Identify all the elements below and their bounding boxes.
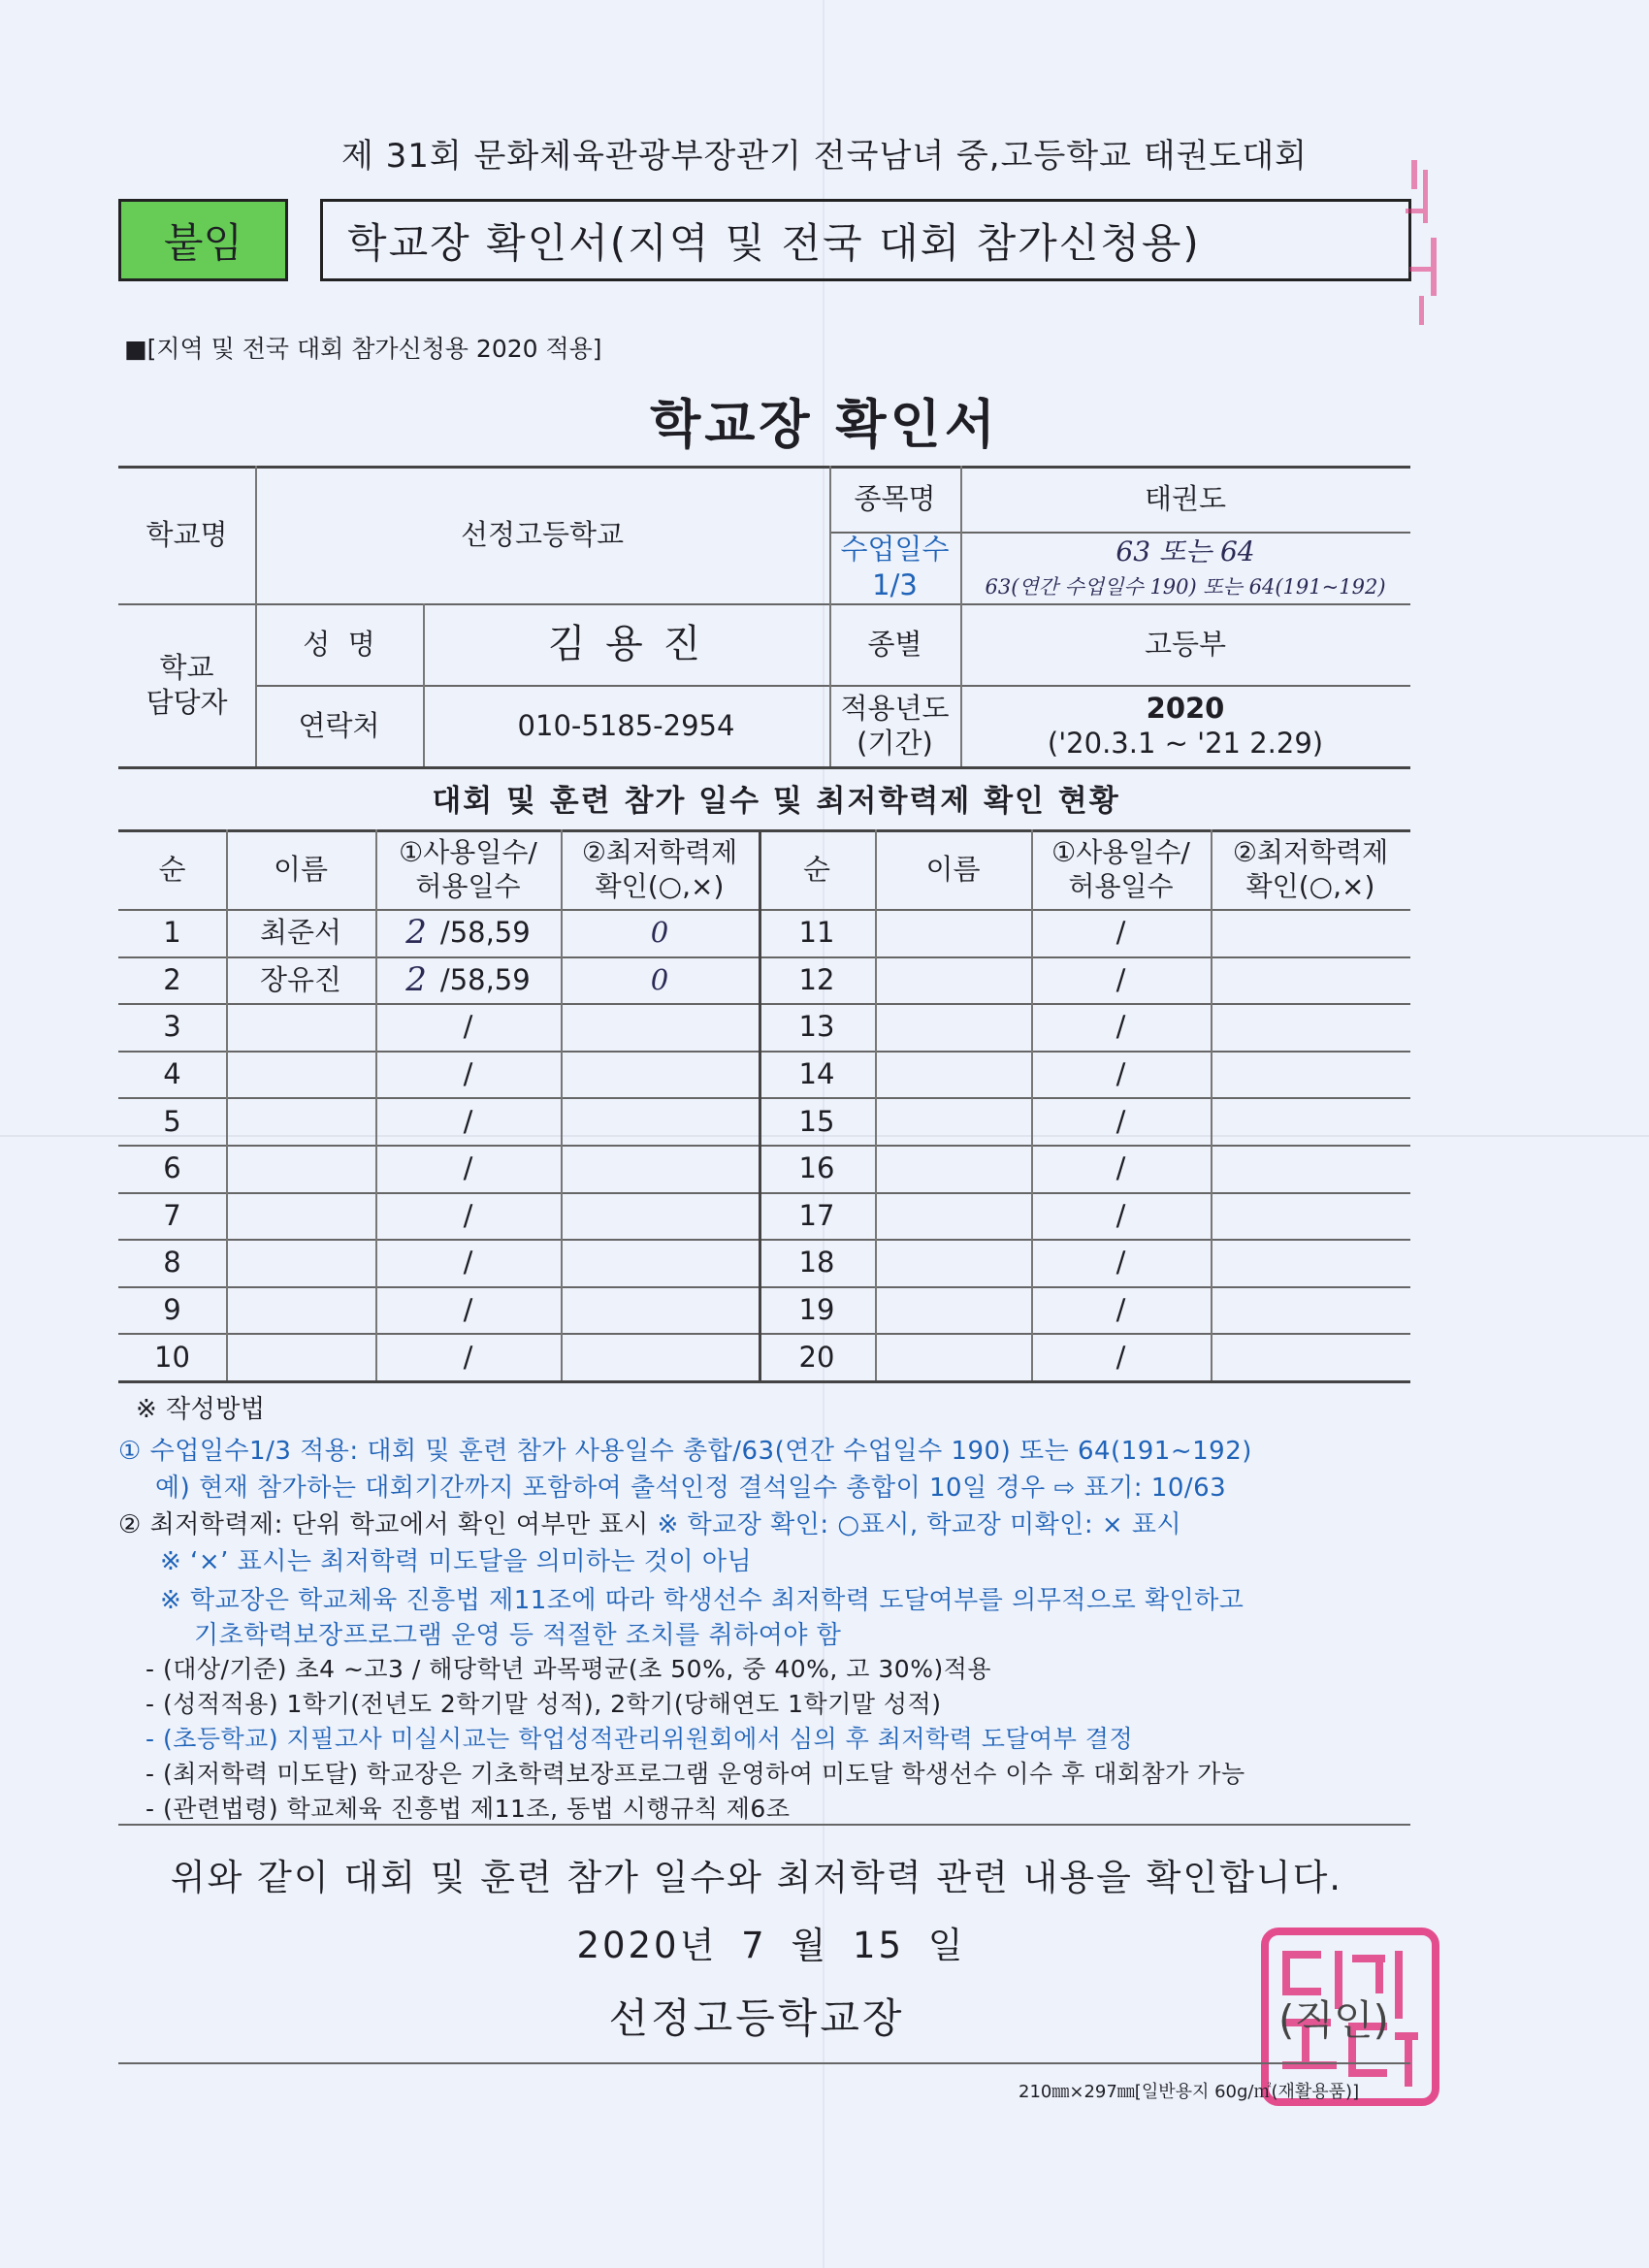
period-label: 적용년도 (기간): [840, 691, 950, 760]
row-days-allowed: /: [1116, 1056, 1126, 1090]
row-name: [226, 1333, 375, 1380]
phone-label: 연락처: [298, 708, 380, 742]
row-days-allowed: /: [1116, 1151, 1126, 1185]
row-days-allowed: /: [463, 1198, 473, 1232]
row-name: [226, 1051, 375, 1098]
row-days-allowed: /: [1116, 1010, 1126, 1044]
row-days: [375, 1097, 561, 1145]
row-check: [1211, 956, 1410, 1004]
row-name: [875, 1145, 1031, 1192]
row-seq: 4: [163, 1056, 181, 1090]
row-seq: 18: [798, 1246, 835, 1280]
detail-4: - (최저학력 미도달) 학교장은 기초학력보장프로그램 운영하여 미도달 학생선수 이수 후 대회참가 가능: [146, 1760, 1245, 1788]
row-seq: 17: [798, 1198, 835, 1232]
header-seq-left: 순: [158, 852, 186, 886]
issue-date: 2020년 7 월 15 일: [576, 1925, 966, 1966]
row-days-allowed: /: [463, 1292, 473, 1326]
row-name: [875, 1239, 1031, 1286]
row-seq: 20: [798, 1340, 835, 1374]
row-check: [561, 1286, 759, 1334]
row-seq: 1: [163, 916, 181, 950]
row-days-allowed: /: [463, 1104, 473, 1138]
class-days-value: 63 또는 64: [1116, 535, 1255, 567]
row-seq: 8: [163, 1246, 181, 1280]
row-days-allowed: /: [1116, 1246, 1126, 1280]
school-name-value: 선정고등학교: [460, 517, 625, 551]
row-name: 장유진: [259, 962, 342, 996]
row-seq: 7: [163, 1198, 181, 1232]
document-title: 학교장 확인서: [650, 394, 999, 455]
attachment-badge: 붙임: [118, 199, 288, 281]
row-seq: 14: [798, 1056, 835, 1090]
name-label: 성 명: [303, 627, 375, 661]
row-check: 0: [650, 962, 669, 996]
row-name: [875, 1286, 1031, 1334]
row-days-used: 2: [405, 959, 427, 999]
row-name: [875, 1051, 1031, 1098]
header-days-left: ①사용일수/ 허용일수: [399, 836, 537, 902]
period-value: 2020 ('20.3.1 ~ '21 2.29): [1047, 691, 1324, 760]
row-check: [1211, 1192, 1410, 1240]
phone-value: 010-5185-2954: [517, 708, 735, 742]
row-check: [1211, 909, 1410, 956]
row-days-allowed: /: [1116, 916, 1126, 950]
row-seq: 11: [798, 916, 835, 950]
row-seq: 10: [154, 1340, 190, 1374]
apply-note: ■[지역 및 전국 대회 참가신청용 2020 적용]: [124, 335, 602, 363]
note-4-cont: 기초학력보장프로그램 운영 등 적절한 조치를 취하여야 함: [194, 1621, 842, 1650]
row-name: [226, 1097, 375, 1145]
row-name: [875, 1192, 1031, 1240]
row-days: [375, 1192, 561, 1240]
header-check-right: ②최저학력제 확인(○,×): [1232, 836, 1389, 902]
row-check: [561, 1145, 759, 1192]
row-seq: 12: [798, 962, 835, 996]
row-check: [1211, 1333, 1410, 1380]
detail-1: - (대상/기준) 초4 ~고3 / 해당학년 과목평균(초 50%, 중 40%, 고 30%)적용: [146, 1655, 991, 1683]
row-check: [561, 1051, 759, 1098]
row-days-allowed: /: [463, 1340, 473, 1374]
row-name: [875, 1097, 1031, 1145]
class-days-detail: 63(연간 수업일수 190) 또는 64(191~192): [985, 574, 1386, 599]
row-days-allowed: /: [1116, 962, 1126, 996]
row-check: [561, 1192, 759, 1240]
note-1-example: 예) 현재 참가하는 대회기간까지 포함하여 출석인정 결석일수 총합이 10일 경우 ⇨ 표기: 10/63: [155, 1474, 1227, 1503]
row-days-allowed: /58,59: [439, 916, 531, 950]
row-name: [875, 1333, 1031, 1380]
row-seq: 19: [798, 1292, 835, 1326]
category-value: 고등부: [1144, 627, 1227, 661]
row-days-allowed: /: [463, 1056, 473, 1090]
form-header-title: 학교장 확인서(지역 및 전국 대회 참가신청용): [347, 218, 1201, 267]
row-days-allowed: /: [1116, 1198, 1126, 1232]
row-name: [226, 1192, 375, 1240]
category-label: 종별: [867, 627, 922, 661]
event-value: 태권도: [1144, 481, 1227, 515]
class-days-label: 수업일수: [840, 533, 950, 567]
detail-3: - (초등학교) 지필고사 미실시교는 학업성적관리위원회에서 심의 후 최저학력 도달여부 결정: [146, 1725, 1134, 1753]
row-seq: 2: [163, 962, 181, 996]
school-name-label: 학교명: [146, 517, 228, 551]
row-days: [375, 1145, 561, 1192]
row-check: [1211, 1239, 1410, 1286]
row-days-allowed: /58,59: [439, 962, 531, 996]
row-days: [375, 1051, 561, 1098]
row-days-used: 2: [405, 913, 427, 953]
row-check: [1211, 1003, 1410, 1051]
row-seq: 9: [163, 1292, 181, 1326]
row-name: [875, 1003, 1031, 1051]
row-name: 최준서: [259, 916, 342, 950]
name-value: 김 용 진: [547, 622, 705, 666]
row-days: [375, 1239, 561, 1286]
note-1: ① 수업일수1/3 적용: 대회 및 훈련 참가 사용일수 총합/63(연간 수업일수 190) 또는 64(191~192): [118, 1437, 1252, 1466]
stamp-fragment-icon: [1392, 150, 1460, 335]
row-check: [1211, 1145, 1410, 1192]
row-name: [226, 1239, 375, 1286]
detail-5: - (관련법령) 학교체육 진흥법 제11조, 동법 시행규칙 제6조: [146, 1795, 791, 1823]
row-days-allowed: /: [1116, 1104, 1126, 1138]
row-days-allowed: /: [1116, 1292, 1126, 1326]
row-days-allowed: /: [463, 1151, 473, 1185]
row-name: [875, 909, 1031, 956]
principal-name: 선정고등학교장: [608, 1994, 905, 2042]
row-name: [226, 1145, 375, 1192]
row-check: [561, 1003, 759, 1051]
row-check: [1211, 1051, 1410, 1098]
row-days: [375, 1333, 561, 1380]
row-check: [561, 1239, 759, 1286]
row-check: [1211, 1097, 1410, 1145]
confirmation-text: 위와 같이 대회 및 훈련 참가 일수와 최저학력 관련 내용을 확인합니다.: [170, 1857, 1343, 1898]
note-2: ② 최저학력제: 단위 학교에서 확인 여부만 표시 ※ 학교장 확인: ○표시, 학교장 미확인: × 표시: [118, 1510, 1182, 1539]
event-label: 종목명: [854, 481, 936, 515]
header-days-right: ①사용일수/ 허용일수: [1051, 836, 1190, 902]
row-days: [375, 956, 561, 1004]
row-seq: 13: [798, 1010, 835, 1044]
event-title: 제 31회 문화체육관광부장관기 전국남녀 중,고등학교 태권도대회: [340, 137, 1309, 176]
row-days-allowed: /: [463, 1246, 473, 1280]
header-name-left: 이름: [273, 852, 329, 886]
row-days-allowed: /: [1116, 1340, 1126, 1374]
contact-person-label: 학교 담당자: [146, 650, 228, 719]
row-seq: 16: [798, 1151, 835, 1185]
note-4: ※ 학교장은 학교체육 진흥법 제11조에 따라 학생선수 최저학력 도달여부를 의무적으로 확인하고: [160, 1586, 1245, 1615]
class-days-fraction: 1/3: [872, 568, 918, 602]
row-seq: 5: [163, 1104, 181, 1138]
row-seq: 3: [163, 1010, 181, 1044]
row-name: [875, 956, 1031, 1004]
detail-2: - (성적적용) 1학기(전년도 2학기말 성적), 2학기(당해연도 1학기말 성적): [146, 1690, 942, 1718]
row-check: 0: [650, 916, 669, 950]
row-seq: 6: [163, 1151, 181, 1185]
paper-spec: 210㎜×297㎜[일반용지 60g/㎡(재활용품)]: [1018, 2082, 1360, 2102]
row-days: [375, 1003, 561, 1051]
header-name-right: 이름: [925, 852, 981, 886]
row-days: [375, 909, 561, 956]
row-name: [226, 1286, 375, 1334]
row-check: [561, 1097, 759, 1145]
section-title: 대회 및 훈련 참가 일수 및 최저학력제 확인 현황: [432, 784, 1120, 819]
form-header-box: [320, 199, 1411, 281]
notes-heading: ※ 작성방법: [136, 1395, 266, 1424]
row-days-allowed: /: [463, 1010, 473, 1044]
row-name: [226, 1003, 375, 1051]
header-check-left: ②최저학력제 확인(○,×): [581, 836, 738, 902]
row-seq: 15: [798, 1104, 835, 1138]
row-check: [561, 1333, 759, 1380]
note-3: ※ ‘×’ 표시는 최저학력 미도달을 의미하는 것이 아님: [160, 1547, 753, 1576]
header-seq-right: 순: [802, 852, 830, 886]
seal-label: (직인): [1278, 1996, 1389, 2044]
row-days: [375, 1286, 561, 1334]
row-check: [1211, 1286, 1410, 1334]
